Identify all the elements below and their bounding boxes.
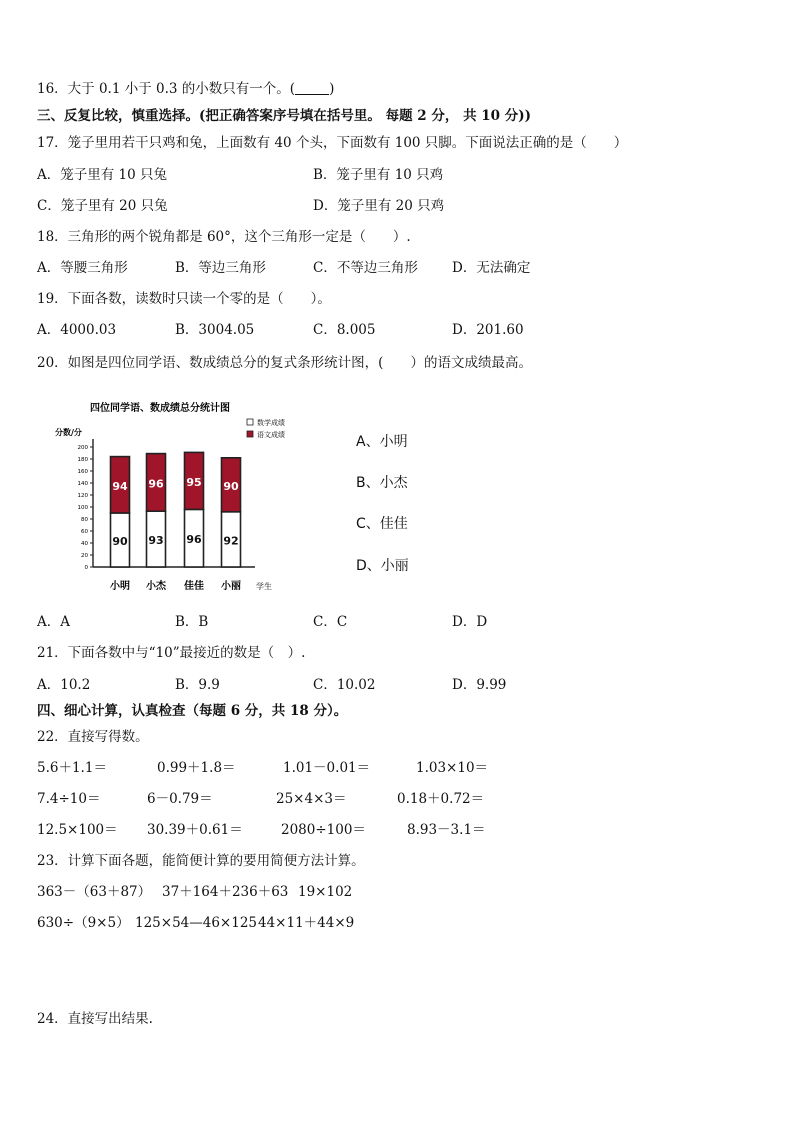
x-tick-label: 小杰 (146, 581, 166, 592)
q20-text: 20．如图是四位同学语、数成绩总分的复式条形统计图，( ）的语文成绩最高。 (37, 355, 532, 371)
x-tick-label: 小丽 (221, 581, 241, 592)
y-tick-label: 0 (84, 565, 88, 571)
q23-item: 44×11＋44×9 (258, 915, 355, 931)
section4-title: 四、细心计算，认真检查（每题 6 分，共 18 分）。 (37, 703, 348, 719)
q20-side-option-b[interactable]: B、小杰 (356, 475, 408, 491)
q18-text: 18．三角形的两个锐角都是 60°，这个三角形一定是（ ）. (37, 229, 411, 245)
x-tick-label: 佳佳 (184, 581, 204, 592)
answer-blank[interactable] (295, 82, 329, 95)
q19-text: 19．下面各数，读数时只读一个零的是（ ）。 (37, 291, 331, 307)
q16-close: ) (329, 81, 335, 97)
q21-option-a[interactable]: A．10.2 (37, 677, 91, 693)
chart-title: 四位同学语、数成绩总分统计图 (90, 403, 230, 414)
q18-option-a[interactable]: A．等腰三角形 (37, 260, 128, 276)
q23-item: 37＋164＋236＋63 (162, 884, 289, 900)
bar-data-label: 92 (223, 534, 239, 548)
q20-option-a[interactable]: A．A (37, 614, 70, 630)
chart-legend (247, 418, 285, 439)
q24-text: 24．直接写出结果. (37, 1011, 153, 1027)
q20-side-option-a[interactable]: A、小明 (356, 434, 408, 450)
q20-option-c[interactable]: C．C (313, 614, 348, 630)
y-tick-label: 20 (81, 553, 88, 559)
q22-item: 8.93－3.1＝ (407, 822, 486, 838)
q22-item: 1.03×10＝ (416, 760, 489, 776)
q19-option-c[interactable]: C．8.005 (313, 322, 376, 338)
q22-item: 7.4÷10＝ (37, 791, 101, 807)
legend-swatch (247, 419, 253, 425)
q22-item: 2080÷100＝ (281, 822, 366, 838)
chart-xlabel: 学生 (256, 582, 272, 591)
y-tick-label: 200 (77, 445, 88, 451)
y-tick-label: 120 (77, 493, 88, 499)
bar-data-label: 90 (223, 479, 239, 493)
q22-item: 5.6＋1.1＝ (37, 760, 107, 776)
bar-data-label: 90 (112, 535, 128, 548)
q21-option-d[interactable]: D．9.99 (452, 677, 507, 693)
chart-bars (111, 452, 241, 567)
score-bar-chart-svg (55, 395, 335, 595)
q19-option-b[interactable]: B．3004.05 (175, 322, 255, 338)
q18-option-c[interactable]: C．不等边三角形 (313, 260, 418, 276)
q22-item: 6－0.79＝ (147, 791, 213, 807)
q22-item: 12.5×100＝ (37, 822, 118, 838)
y-tick-label: 140 (77, 481, 88, 487)
q21-option-b[interactable]: B．9.9 (175, 677, 220, 693)
q20-side-option-c[interactable]: C、佳佳 (356, 516, 408, 532)
q21-text: 21．下面各数中与“10”最接近的数是（ ）. (37, 645, 306, 661)
score-bar-chart (55, 395, 335, 595)
q18-option-d[interactable]: D．无法确定 (452, 260, 531, 276)
q22-item: 0.99＋1.8＝ (157, 760, 236, 776)
legend-label: 数学成绩 (257, 419, 285, 427)
chart-ylabel: 分数/分 (55, 427, 82, 437)
bar-data-label: 95 (186, 475, 202, 489)
q20-option-d[interactable]: D．D (452, 614, 488, 630)
q20-side-option-d[interactable]: D、小丽 (356, 558, 409, 574)
bar-data-label: 94 (112, 479, 128, 493)
bar-data-label: 96 (186, 533, 202, 547)
q22-item: 0.18＋0.72＝ (397, 791, 485, 807)
q17-option-d[interactable]: D．笼子里有 20 只鸡 (313, 198, 445, 214)
q21-option-c[interactable]: C．10.02 (313, 677, 376, 693)
q17-option-b[interactable]: B．笼子里有 10 只鸡 (313, 167, 444, 183)
q20-option-b[interactable]: B．B (175, 614, 209, 630)
q22-item: 1.01－0.01＝ (283, 760, 371, 776)
q22-text: 22．直接写得数。 (37, 729, 149, 745)
q16-text: 16．大于 0.1 小于 0.3 的小数只有一个。( (37, 81, 296, 97)
q23-item: 363－（63＋87） (37, 884, 152, 900)
q16 (37, 80, 334, 98)
y-tick-label: 180 (77, 457, 88, 463)
bar-data-label: 93 (148, 534, 164, 548)
y-tick-label: 60 (81, 529, 88, 535)
q18-option-b[interactable]: B．等边三角形 (175, 260, 266, 276)
y-tick-label: 40 (81, 541, 88, 547)
q23-item: 125×54—46×125 (135, 915, 258, 931)
q22-item: 25×4×3＝ (276, 791, 347, 807)
q17-option-a[interactable]: A．笼子里有 10 只兔 (37, 167, 168, 183)
legend-swatch (247, 431, 253, 437)
q23-item: 19×102 (298, 884, 353, 900)
q19-option-d[interactable]: D．201.60 (452, 322, 524, 338)
q17-option-c[interactable]: C．笼子里有 20 只兔 (37, 198, 168, 214)
y-tick-label: 160 (77, 469, 88, 475)
q23-item: 630÷（9×5） (37, 915, 130, 931)
q17-text: 17．笼子里用若干只鸡和兔，上面数有 40 个头，下面数有 100 只脚。下面说法正确的是（ ） (37, 135, 628, 151)
y-tick-label: 100 (77, 505, 88, 511)
q19-option-a[interactable]: A．4000.03 (37, 322, 117, 338)
q23-text: 23．计算下面各题，能简便计算的要用简便方法计算。 (37, 853, 365, 869)
section3-title: 三、反复比较，慎重选择。(把正确答案序号填在括号里。 每题 2 分， 共 10 分)) (37, 108, 532, 124)
legend-label: 语文成绩 (257, 431, 285, 439)
q22-item: 30.39＋0.61＝ (147, 822, 243, 838)
y-tick-label: 80 (81, 517, 88, 523)
bar-data-label: 96 (148, 477, 164, 491)
x-tick-label: 小明 (110, 581, 130, 592)
